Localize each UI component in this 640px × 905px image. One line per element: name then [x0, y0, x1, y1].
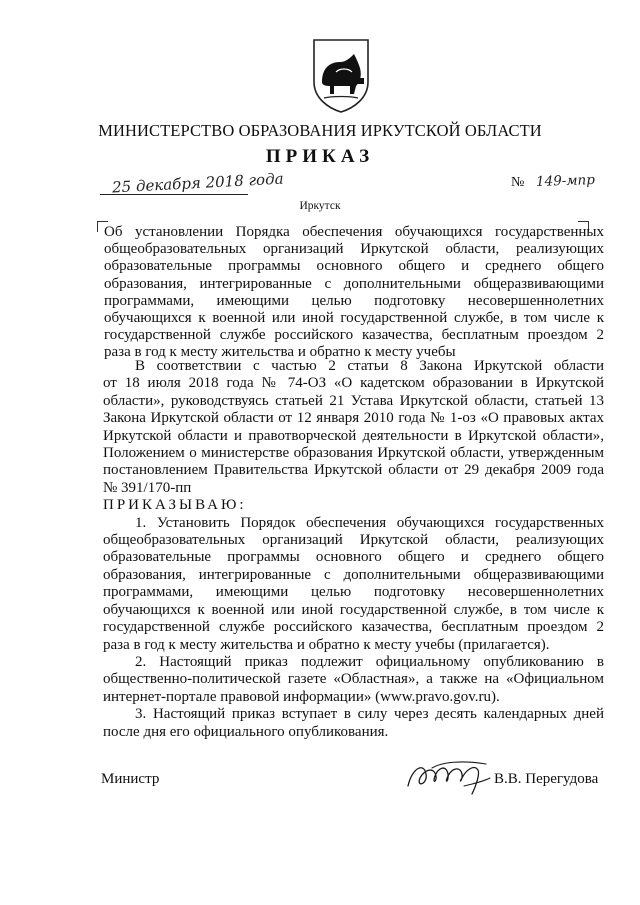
subject-line: общеобразовательных организаций Иркутской области, реализующих [104, 241, 604, 258]
decree-word: ПРИКАЗЫВАЮ: [103, 497, 247, 514]
city-name: Иркутск [299, 200, 341, 212]
preamble-line: Положением о министерстве образования Иркутской области, утвержденным [103, 445, 604, 462]
order-subject [104, 224, 604, 362]
order-number-handwritten: 149-мпр [535, 171, 596, 191]
subject-line: государственной службе российского казачества, бесплатным проездом 2 [104, 327, 604, 344]
subject-line: образования, интегрированные с дополнительными общеразвивающими [104, 275, 604, 292]
preamble-line: Закона Иркутской области от 12 января 2010 года № 1-оз «О правовых актах [103, 410, 604, 427]
subject-line: обучающихся к военной или иной государственной службе, в том числе к [104, 310, 604, 327]
item-3-line: 3. Настоящий приказ вступает в силу через десять календарных дней [135, 706, 604, 723]
item-2-line: общественно-политической газете «Областная», а также на «Официальном [103, 671, 604, 688]
item-1-line: образования, интегрированные с дополнительными общеразвивающими [103, 566, 604, 583]
preamble-line: № 391/170-пп [103, 479, 192, 496]
item-1-line: общеобразовательных организаций Иркутской области, реализующих [103, 532, 604, 549]
preamble-line: В соответствии с частью 2 статьи 8 Закона Иркутской области [135, 358, 604, 374]
item-2-line: интернет-портале правовой информации» (www.pravo.gov.ru). [103, 688, 500, 705]
item-1-line: обучающихся к военной или иной государственной службе, в том числе к [103, 601, 604, 618]
subject-line: раза в год к месту жительства и обратно к месту учебы [104, 344, 456, 361]
order-body [103, 358, 604, 741]
item-1-line: 1. Установить Порядок обеспечения обучающихся государственных [135, 514, 604, 531]
subject-line: программами, имеющими целью подготовку несовершеннолетних [104, 292, 604, 309]
item-1-line: образовательные программы основного общего и среднего общего [103, 549, 604, 566]
order-number-prefix: № [511, 175, 525, 190]
item-3-line: после дня его официального опубликования. [103, 723, 389, 740]
handwritten-signature [402, 756, 494, 798]
item-1-line: раза в год к месту жительства и обратно к месту учебы (прилагается). [103, 636, 550, 653]
subject-line: Об установлении Порядка обеспечения обучающихся государственных [104, 224, 604, 240]
ministry-name: МИНИСТЕРСТВО ОБРАЗОВАНИЯ ИРКУТСКОЙ ОБЛАСТИ [98, 121, 542, 140]
subject-line: образовательные программы основного общего и среднего общего [104, 258, 604, 275]
preamble-line: от 18 июля 2018 года № 74-ОЗ «О кадетском образовании в Иркутской [103, 375, 604, 392]
preamble-line: постановлением Правительства Иркутской области от 29 декабря 2009 года [103, 462, 604, 479]
preamble-line: Иркутской области и правотворческой деятельности в Иркутской области», [103, 427, 604, 444]
preamble-line: области», руководствуясь статьей 21 Устава Иркутской области, статьей 13 [103, 392, 604, 409]
order-date-handwritten: 25 декабря 2018 года [111, 169, 284, 197]
order-title: ПРИКАЗ [265, 146, 375, 167]
coat-of-arms-emblem [310, 38, 372, 114]
signer-name: В.В. Перегудова [494, 771, 599, 787]
date-underline [100, 194, 248, 195]
item-1-line: государственной службе российского казачества, бесплатным проездом 2 [103, 619, 604, 636]
item-1-line: программами, имеющими целью подготовку несовершеннолетних [103, 584, 604, 601]
signer-title: Министр [101, 771, 160, 787]
item-2-line: 2. Настоящий приказ подлежит официальному опубликованию в [135, 653, 604, 670]
